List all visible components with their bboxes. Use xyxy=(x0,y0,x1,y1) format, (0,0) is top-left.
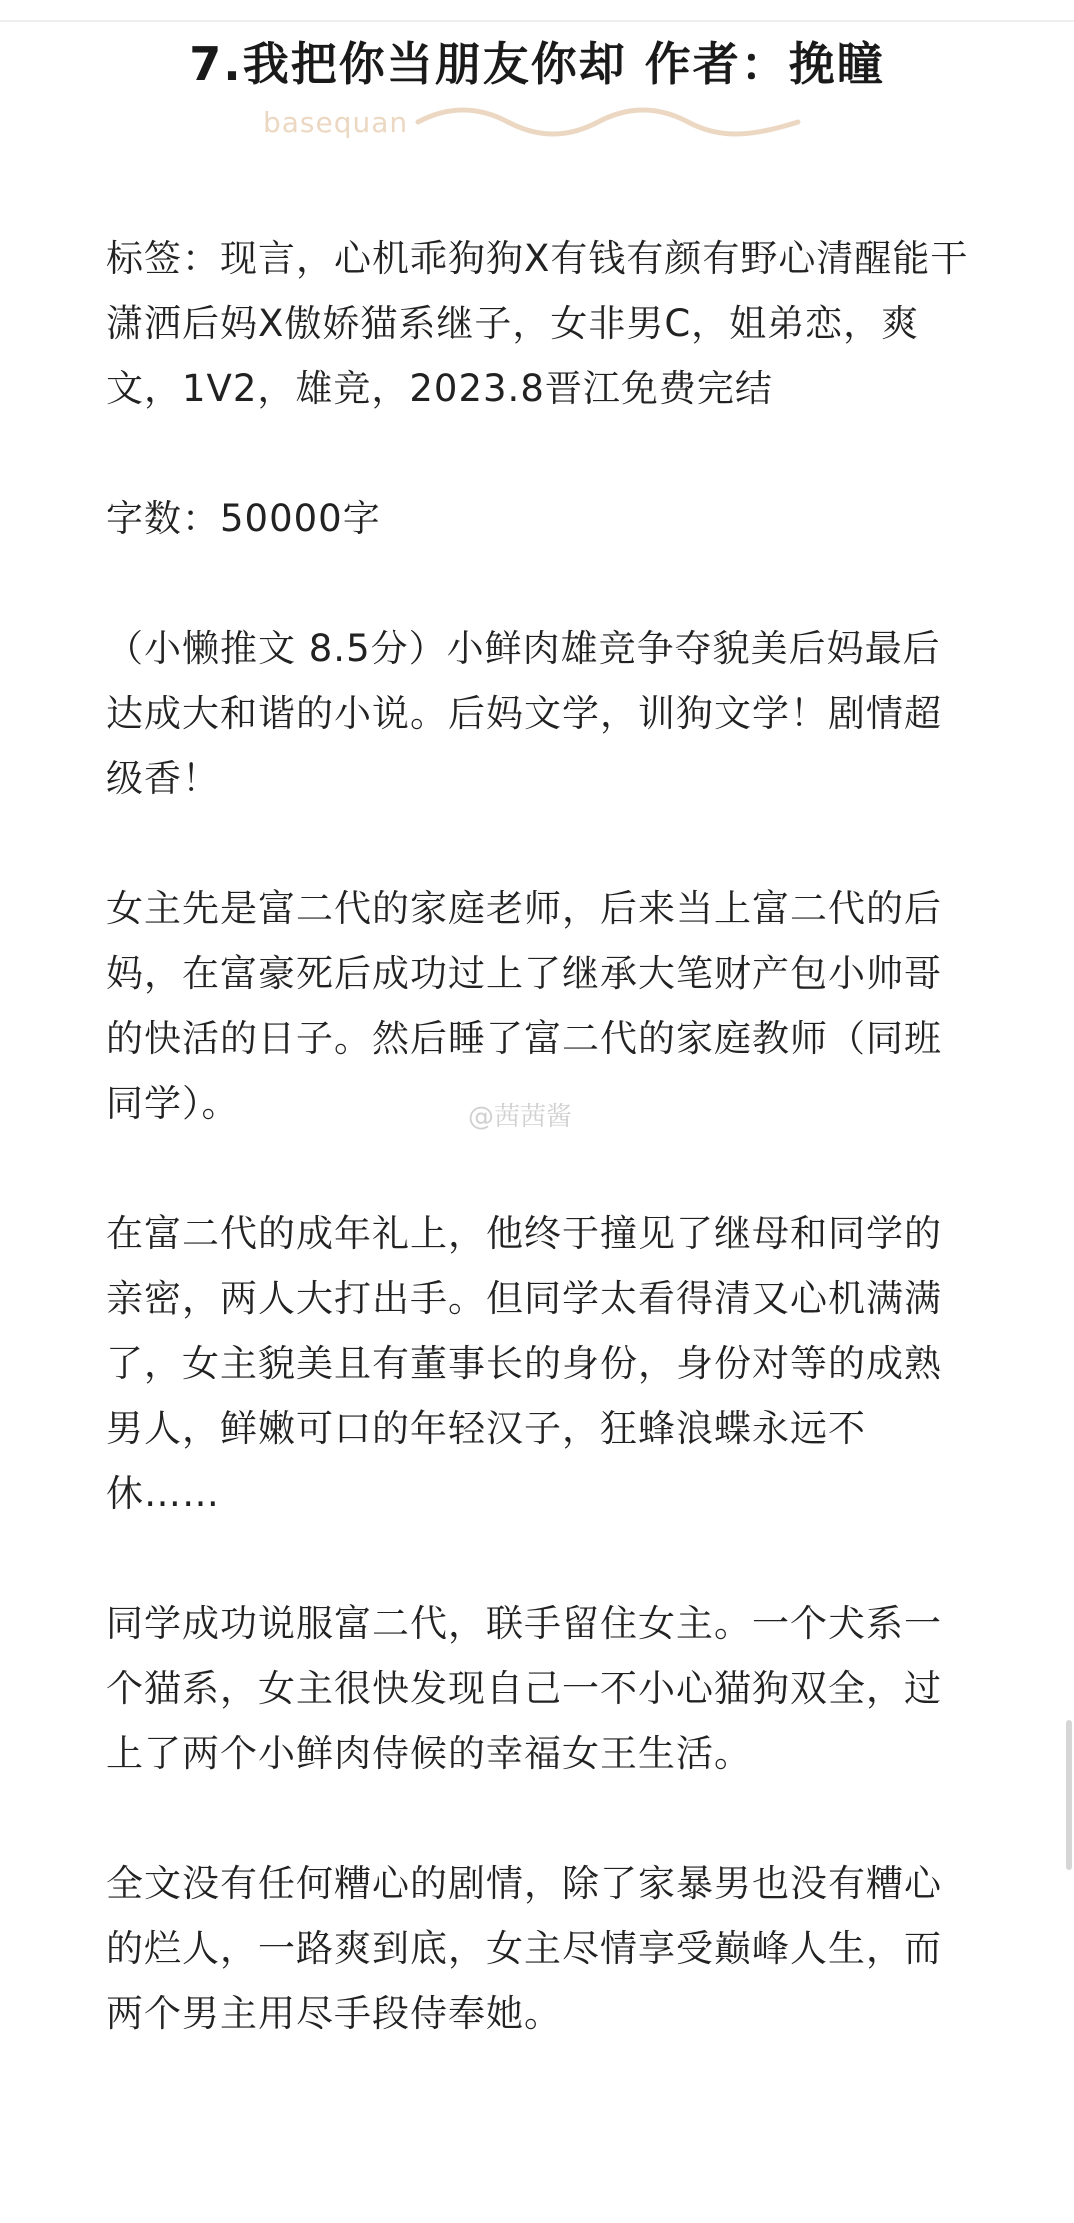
top-divider xyxy=(0,20,1074,22)
watermark-text: basequan xyxy=(263,106,409,139)
wave-decoration-icon xyxy=(413,104,803,140)
overlay-watermark: @茜茜酱 xyxy=(468,1102,573,1132)
page-title: 7.我把你当朋友你却 作者：挽瞳 xyxy=(189,37,885,91)
tags-paragraph: 标签：现言，心机乖狗狗X有钱有颜有野心清醒能干潇洒后妈X傲娇猫系继子，女非男C，姐弟恋，爽文，1V2，雄竞，2023.8晋江免费完结 xyxy=(106,237,969,410)
scrollbar-thumb[interactable] xyxy=(1066,1720,1072,1870)
plot-paragraph-1: 女主先是富二代的家庭老师，后来当上富二代的后妈，在富豪死后成功过上了继承大笔财产包小帅哥的快活的日子。然后睡了富二代的家庭教师（同班同学）。 xyxy=(106,887,942,1125)
word-count-paragraph: 字数：50000字 xyxy=(106,497,381,540)
summary-paragraph: （小懒推文 8.5分）小鲜肉雄竞争夺貌美后妈最后达成大和谐的小说。后妈文学，训狗文学！剧情超级香！ xyxy=(106,627,942,800)
article-body xyxy=(106,226,976,2111)
plot-paragraph-4: 全文没有任何糟心的剧情，除了家暴男也没有糟心的烂人，一路爽到底，女主尽情享受巅峰人生，而两个男主用尽手段侍奉她。 xyxy=(106,1862,942,2035)
plot-paragraph-3: 同学成功说服富二代，联手留住女主。一个犬系一个猫系，女主很快发现自己一不小心猫狗双全，过上了两个小鲜肉侍候的幸福女王生活。 xyxy=(106,1602,942,1775)
watermark xyxy=(263,100,803,150)
plot-paragraph-2: 在富二代的成年礼上，他终于撞见了继母和同学的亲密，两人大打出手。但同学太看得清又心机满满了，女主貌美且有董事长的身份，身份对等的成熟男人，鲜嫩可口的年轻汉子，狂蜂浪蝶永远不休…… xyxy=(106,1212,942,1515)
